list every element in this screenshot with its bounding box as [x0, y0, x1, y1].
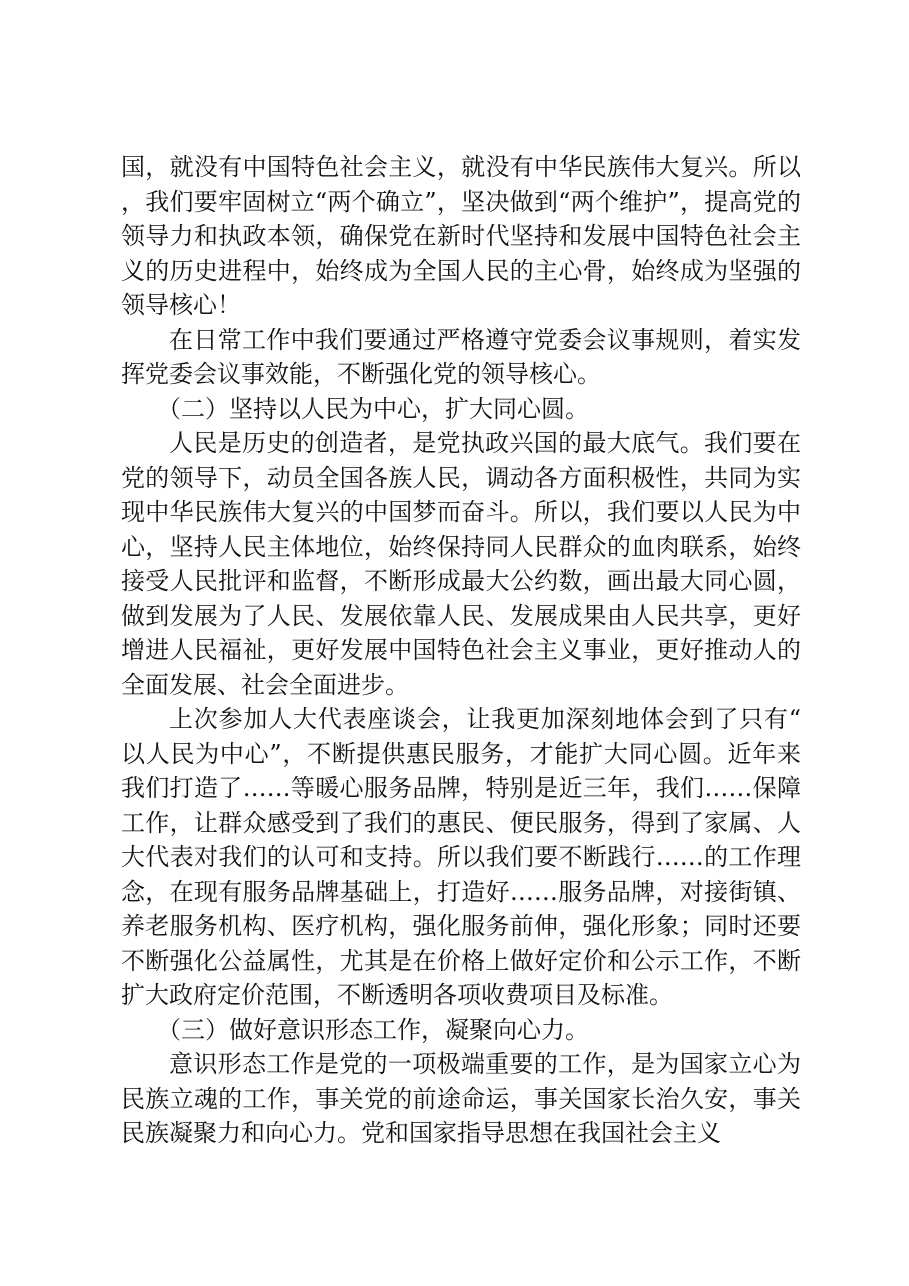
- paragraph-body: 意识形态工作是党的一项极端重要的工作，是为国家立心为民族立魂的工作，事关党的前途命运，事关国家长治久安，事关民族凝聚力和向心力。党和国家指导思想在我国社会主义: [121, 1050, 801, 1147]
- paragraph-body: 在日常工作中我们要通过严格遵守党委会议事规则，着实发挥党委会议事效能，不断强化党的领导核心。: [121, 325, 801, 388]
- paragraph-body: 上次参加人大代表座谈会，让我更加深刻地体会到了只有“以人民为中心”，不断提供惠民服务，才能扩大同心圆。近年来我们打造了……等暖心服务品牌，特别是近三年，我们……保障工作，让群众感受到了我们的惠民、便民服务，得到了家属、人大代表对我们的认可和支持。所以我们要不断践行……的工作理念，在现有服务品牌基础上，打造好……服务品牌，对接街镇、养老服务机构、医疗机构，强化服务前伸，强化形象；同时还要不断强化公益属性，尤其是在价格上做好定价和公示工作，不断扩大政府定价范围，不断透明各项收费项目及标准。: [121, 705, 801, 1009]
- paragraph-body: 人民是历史的创造者，是党执政兴国的最大底气。我们要在党的领导下，动员全国各族人民，调动各方面积极性，共同为实现中华民族伟大复兴的中国梦而奋斗。所以，我们要以人民为中心，坚持人民主体地位，始终保持同人民群众的血肉联系，始终接受人民批评和监督，不断形成最大公约数，画出最大同心圆，做到发展为了人民、发展依靠人民、发展成果由人民共享，更好增进人民福祉，更好发展中国特色社会主义事业，更好推动人的全面发展、社会全面进步。: [121, 429, 801, 699]
- document-body: [121, 150, 801, 1151]
- section-heading-3: （三）做好意识形态工作，凝聚向心力。: [157, 1015, 589, 1044]
- paragraph-continued: 国，就没有中国特色社会主义，就没有中华民族伟大复兴。所以，我们要牢固树立“两个确立”，坚决做到“两个维护”，提高党的领导力和执政本领，确保党在新时代坚持和发展中国特色社会主义的历史进程中，始终成为全国人民的主心骨，始终成为坚强的领导核心！: [121, 153, 801, 319]
- section-heading-2: （二）坚持以人民为中心，扩大同心圆。: [157, 394, 589, 423]
